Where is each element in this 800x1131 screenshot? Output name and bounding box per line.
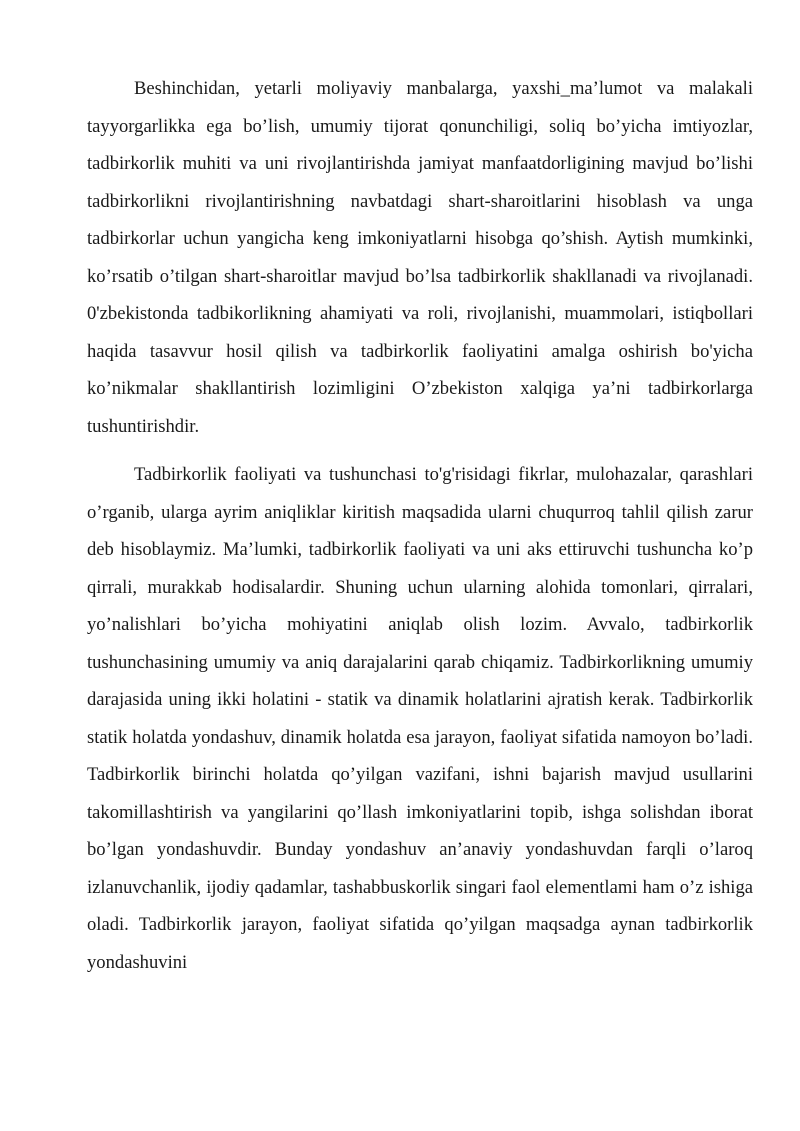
document-page (87, 70, 753, 981)
paragraph-1: Beshinchidan, yetarli moliyaviy manbalarga, yaxshi_ma’lumot va malakali tayyorgarlikka ega bo’lish, umumiy tijorat qonunchiligi, soliq bo’yicha imtiyozlar, tadbirkorlik muhiti va uni rivojlantirishda jamiyat manfaatdorligining mavjud bo’lishi tadbirkorlikni rivojlantirishning navbatdagi shart-sharoitlarini hisoblash va unga tadbirkorlar uchun yangicha keng imkoniyatlarni hisobga qo’shish. Aytish mumkinki, ko’rsatib o’tilgan shart-sharoitlar mavjud bo’lsa tadbirkorlik shakllanadi va rivojlanadi. 0'zbekistonda tadbikorlikning ahamiyati va roli, rivojlanishi, muammolari, istiqbollari haqida tasavvur hosil qilish va tadbirkorlik faoliyatini amalga oshirish bo'yicha ko’nikmalar shakllantirish lozimligini O’zbekiston xalqiga ya’ni tadbirkorlarga tushuntirishdir. (87, 78, 753, 437)
paragraph-2: Tadbirkorlik faoliyati va tushunchasi to'g'risidagi fikrlar, mulohazalar, qarashlari o’rganib, ularga ayrim aniqliklar kiritish maqsadida ularni chuqurroq tahlil qilish zarur deb hisoblaymiz. Ma’lumki, tadbirkorlik faoliyati va uni aks ettiruvchi tushuncha ko’p qirrali, murakkab hodisalardir. Shuning uchun ularning alohida tomonlari, qirralari, yo’nalishlari bo’yicha mohiyatini aniqlab olish lozim. Avvalo, tadbirkorlik tushunchasining umumiy va aniq darajalarini qarab chiqamiz. Tadbirkorlikning umumiy darajasida uning ikki holatini - statik va dinamik holatlarini ajratish kerak. Tadbirkorlik statik holatda yondashuv, dinamik holatda esa jarayon, faoliyat sifatida namoyon bo’ladi. Tadbirkorlik birinchi holatda qo’yilgan vazifani, ishni bajarish mavjud usullarini takomillashtirish va yangilarini qo’llash imkoniyatlarini topib, ishga solishdan iborat bo’lgan yondashuvdir. Bunday yondashuv an’anaviy yondashuvdan farqli o’laroq izlanuvchanlik, ijodiy qadamlar, tashabbuskorlik singari faol elementlami ham o’z ishiga oladi. Tadbirkorlik jarayon, faoliyat sifatida qo’yilgan maqsadga aynan tadbirkorlik yondashuvini (87, 464, 753, 973)
